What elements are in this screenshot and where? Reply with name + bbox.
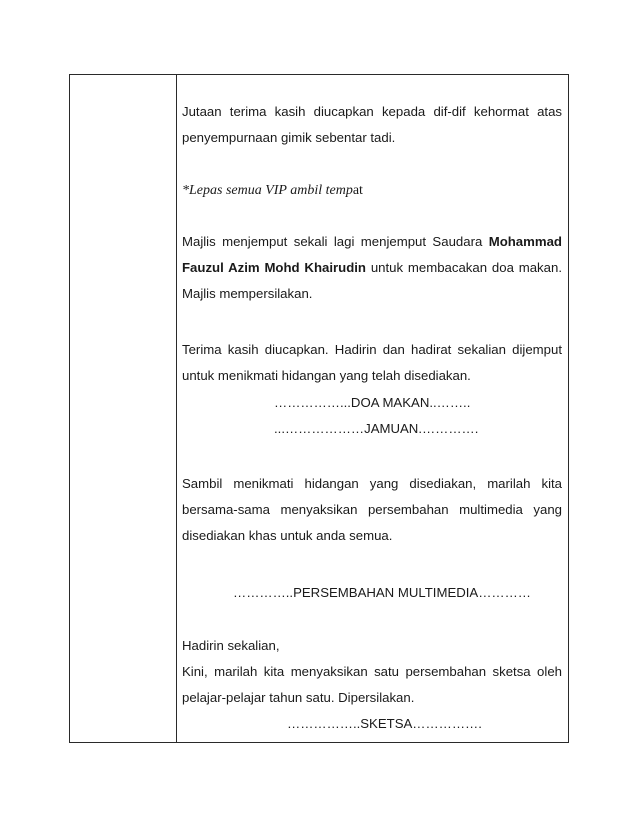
paragraph-sketsa-line-1: Hadirin sekalian,	[182, 638, 280, 653]
paragraph-thanks-line-1: Jutaan terima kasih diucapkan kepada dif-dif kehormat atas	[182, 104, 562, 119]
paragraph-doa-line-1-text: Majlis menjemput sekali lagi menjemput Saudara	[182, 234, 483, 249]
paragraph-doa-line-2	[182, 259, 562, 277]
cue-sketsa: ……………..SKETSA…………….	[287, 716, 482, 731]
invitee-name-rest: Fauzul Azim Mohd Khairudin	[182, 260, 366, 275]
paragraph-meal-line-2: untuk menikmati hidangan yang telah disediakan.	[182, 368, 471, 383]
paragraph-multimedia-line-3: disediakan khas untuk anda semua.	[182, 528, 393, 543]
paragraph-multimedia-line-1: Sambil menikmati hidangan yang disediakan, marilah kita	[182, 476, 562, 491]
paragraph-doa-line-1	[182, 233, 562, 251]
stage-note-tail: at	[352, 183, 363, 198]
paragraph-multimedia-line-2: bersama-sama menyaksikan persembahan multimedia yang	[182, 502, 562, 517]
cue-jamuan: ...………………JAMUAN.………….	[274, 421, 479, 436]
paragraph-doa-line-2-text: untuk membacakan doa makan.	[370, 260, 562, 275]
stage-note-italic: *Lepas semua VIP ambil temp	[182, 183, 353, 198]
paragraph-sketsa-line-3: pelajar-pelajar tahun satu. Dipersilakan.	[182, 690, 415, 705]
paragraph-doa-line-3: Majlis mempersilakan.	[182, 286, 313, 301]
column-divider	[176, 75, 177, 742]
invitee-name-first: Mohammad	[488, 234, 562, 249]
cue-doa-makan: ……………...DOA MAKAN..……..	[274, 395, 471, 410]
cue-persembahan-multimedia: …………..PERSEMBAHAN MULTIMEDIA…………	[233, 585, 531, 600]
paragraph-sketsa-line-2: Kini, marilah kita menyaksikan satu persembahan sketsa oleh	[182, 664, 562, 679]
script-table	[69, 74, 569, 743]
stage-note	[182, 181, 562, 200]
paragraph-thanks-line-2: penyempurnaan gimik sebentar tadi.	[182, 130, 396, 145]
paragraph-meal-line-1: Terima kasih diucapkan. Hadirin dan hadirat sekalian dijemput	[182, 342, 562, 357]
